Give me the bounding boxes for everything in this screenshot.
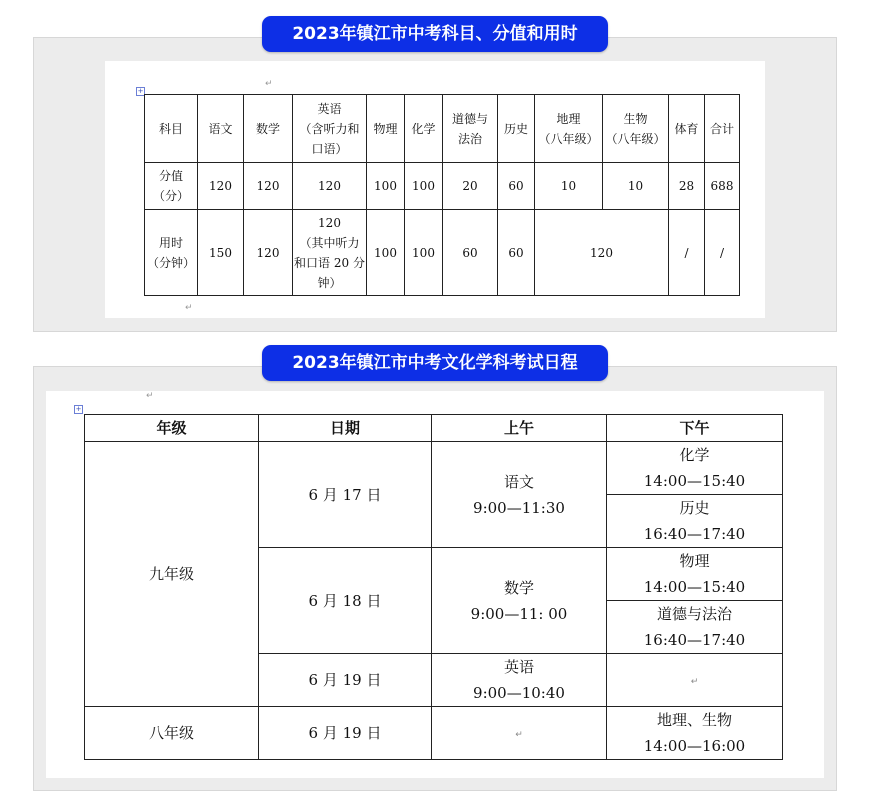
table-move-handle-icon[interactable]: + <box>75 405 82 413</box>
header-cell: 体育 <box>669 95 705 163</box>
paragraph-mark-icon: ↵ <box>265 79 273 89</box>
header-cell: 生物 （八年级） <box>603 95 669 163</box>
paragraph-mark-icon: ↵ <box>146 391 154 401</box>
score-cell: 100 <box>405 163 443 210</box>
header-cell: 化学 <box>405 95 443 163</box>
section1-document <box>105 61 765 318</box>
grade-cell: 九年级 <box>85 442 259 707</box>
header-cell: 科目 <box>145 95 198 163</box>
score-cell: 10 <box>603 163 669 210</box>
header-cell: 合计 <box>705 95 740 163</box>
afternoon-cell: 地理、生物 14:00—16:00 <box>607 707 783 760</box>
score-cell: 10 <box>535 163 603 210</box>
paragraph-mark-icon: ↵ <box>185 303 193 313</box>
schedule-table <box>84 414 783 760</box>
table-row <box>145 210 740 296</box>
section2-title: 2023年镇江市中考文化学科考试日程 <box>262 345 608 381</box>
row-label-cell: 用时 （分钟） <box>145 210 198 296</box>
afternoon-cell: 道德与法治 16:40—17:40 <box>607 601 783 654</box>
time-cell: 120 （其中听力 和口语 20 分 钟） <box>293 210 367 296</box>
header-cell: 数学 <box>244 95 293 163</box>
paragraph-mark-icon: ↵ <box>690 676 699 687</box>
table-row <box>145 163 740 210</box>
afternoon-cell: 化学 14:00—15:40 <box>607 442 783 495</box>
time-cell: 120 <box>535 210 669 296</box>
afternoon-cell: 物理 14:00—15:40 <box>607 548 783 601</box>
grade-cell: 八年级 <box>85 707 259 760</box>
time-cell: 100 <box>367 210 405 296</box>
date-cell: 6 月 18 日 <box>259 548 432 654</box>
header-cell: 地理 （八年级） <box>535 95 603 163</box>
time-cell: 150 <box>198 210 244 296</box>
score-cell: 120 <box>244 163 293 210</box>
table-row <box>85 442 783 495</box>
header-cell: 上午 <box>432 415 607 442</box>
afternoon-cell: 历史 16:40—17:40 <box>607 495 783 548</box>
date-cell: 6 月 17 日 <box>259 442 432 548</box>
header-cell: 年级 <box>85 415 259 442</box>
subjects-table <box>144 94 740 296</box>
time-cell: 100 <box>405 210 443 296</box>
score-cell: 28 <box>669 163 705 210</box>
table-header-row <box>85 415 783 442</box>
score-cell: 60 <box>498 163 535 210</box>
morning-cell <box>432 707 607 760</box>
time-cell: / <box>705 210 740 296</box>
score-cell: 20 <box>443 163 498 210</box>
header-cell: 下午 <box>607 415 783 442</box>
time-cell: 60 <box>443 210 498 296</box>
section1-title: 2023年镇江市中考科目、分值和用时 <box>262 16 608 52</box>
section2-document <box>46 391 824 778</box>
morning-cell: 英语 9:00—10:40 <box>432 654 607 707</box>
table-row <box>145 95 740 163</box>
header-cell: 日期 <box>259 415 432 442</box>
row-label-cell: 分值 （分） <box>145 163 198 210</box>
score-cell: 100 <box>367 163 405 210</box>
time-cell: 60 <box>498 210 535 296</box>
date-cell: 6 月 19 日 <box>259 707 432 760</box>
header-cell: 语文 <box>198 95 244 163</box>
morning-cell: 语文 9:00—11:30 <box>432 442 607 548</box>
header-cell: 英语 （含听力和 口语） <box>293 95 367 163</box>
paragraph-mark-icon: ↵ <box>515 729 523 740</box>
morning-cell: 数学 9:00—11: 00 <box>432 548 607 654</box>
header-cell: 道德与 法治 <box>443 95 498 163</box>
score-cell: 120 <box>198 163 244 210</box>
header-cell: 物理 <box>367 95 405 163</box>
time-cell: 120 <box>244 210 293 296</box>
table-row <box>85 707 783 760</box>
time-cell: / <box>669 210 705 296</box>
afternoon-cell <box>607 654 783 707</box>
score-cell: 120 <box>293 163 367 210</box>
date-cell: 6 月 19 日 <box>259 654 432 707</box>
score-cell: 688 <box>705 163 740 210</box>
table-move-handle-icon[interactable]: + <box>137 87 144 95</box>
header-cell: 历史 <box>498 95 535 163</box>
